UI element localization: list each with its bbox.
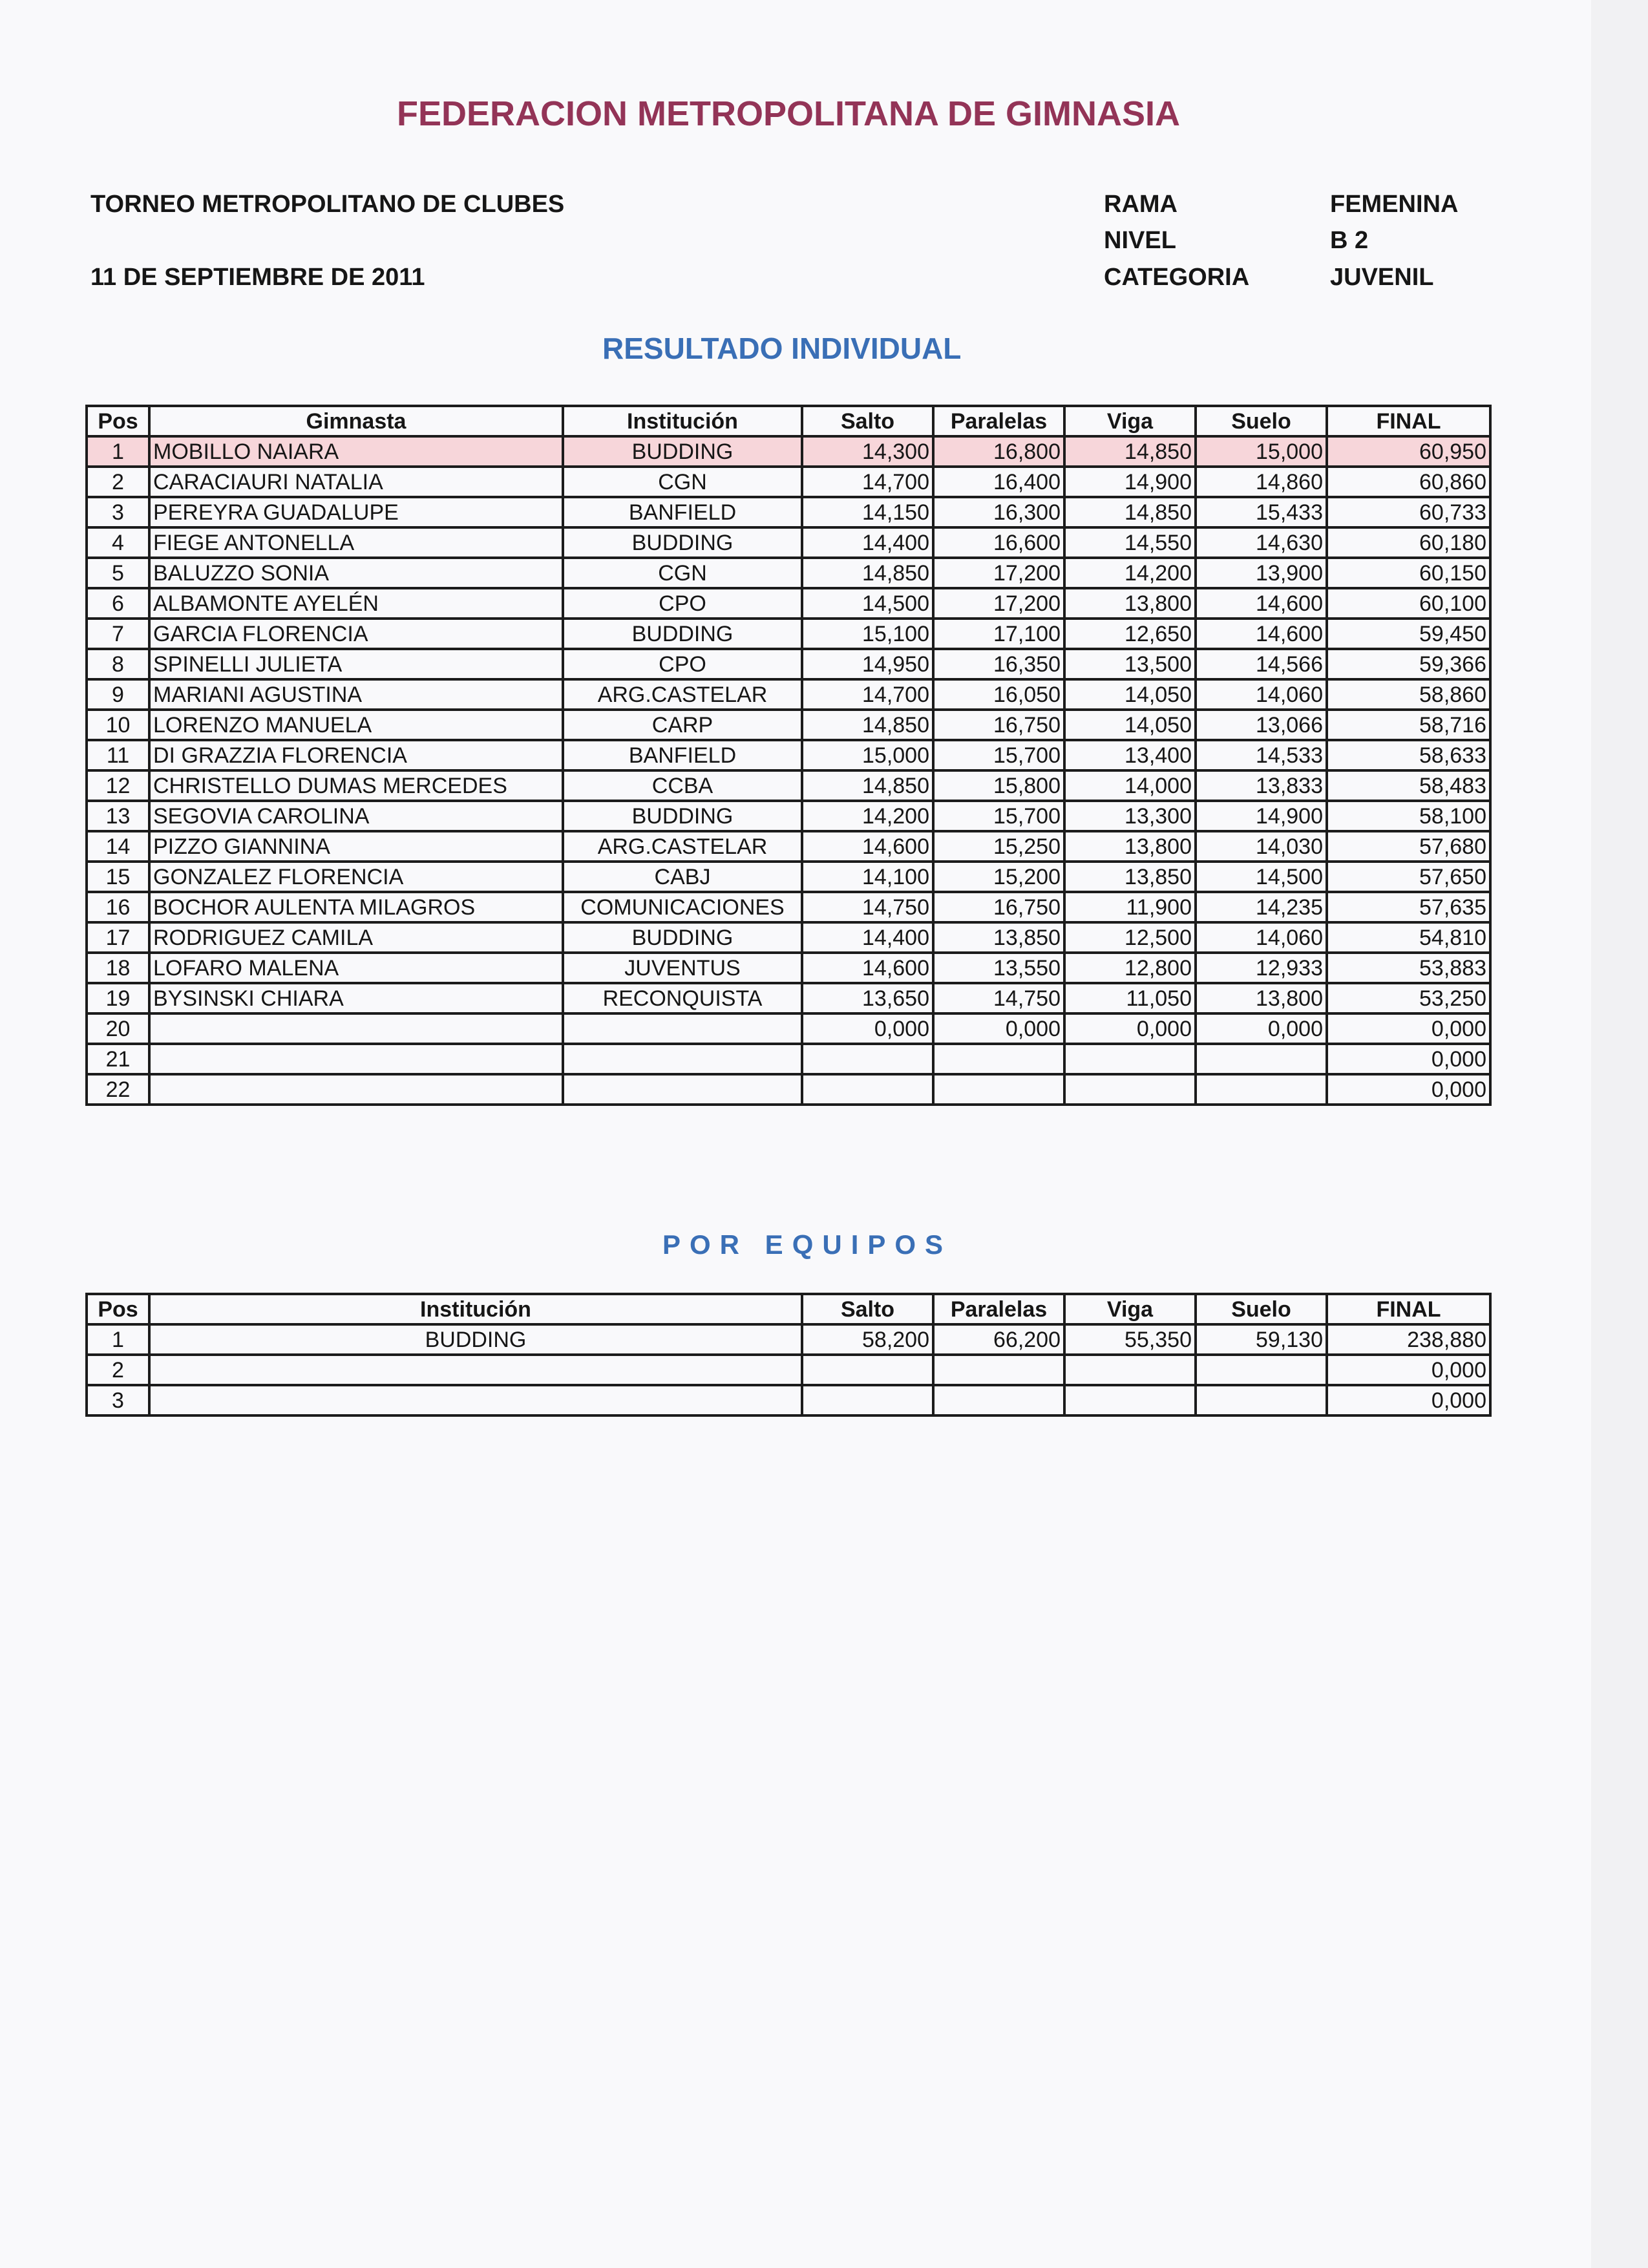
paralelas-cell: 0,000: [933, 1013, 1064, 1044]
header-suelo: Suelo: [1196, 1294, 1327, 1324]
salto-cell: 14,400: [802, 527, 933, 558]
suelo-cell: 12,933: [1196, 953, 1327, 983]
final-cell: 59,366: [1327, 649, 1490, 679]
final-cell: 0,000: [1327, 1074, 1490, 1105]
table-row: [87, 1013, 1490, 1044]
table-row: [87, 953, 1490, 983]
paralelas-cell: 17,200: [933, 588, 1064, 619]
final-cell: 0,000: [1327, 1013, 1490, 1044]
salto-cell: 14,600: [802, 831, 933, 862]
gimnasta-cell: BYSINSKI CHIARA: [149, 983, 563, 1013]
institucion-cell: [563, 1044, 802, 1074]
salto-cell: [802, 1074, 933, 1105]
salto-cell: 15,000: [802, 740, 933, 770]
viga-cell: 14,850: [1064, 436, 1196, 467]
rama-label: RAMA: [1104, 191, 1178, 218]
gimnasta-cell: CARACIAURI NATALIA: [149, 467, 563, 497]
viga-cell: 12,650: [1064, 619, 1196, 649]
salto-cell: 14,100: [802, 862, 933, 892]
institucion-cell: BANFIELD: [563, 497, 802, 527]
pos-cell: 2: [87, 467, 149, 497]
viga-cell: [1064, 1044, 1196, 1074]
table-header-row: [87, 406, 1490, 436]
paralelas-cell: 16,600: [933, 527, 1064, 558]
table-row: [87, 527, 1490, 558]
institucion-cell: CGN: [563, 467, 802, 497]
table-row: [87, 588, 1490, 619]
suelo-cell: 14,900: [1196, 801, 1327, 831]
suelo-cell: 14,566: [1196, 649, 1327, 679]
suelo-cell: [1196, 1074, 1327, 1105]
header-salto: Salto: [802, 406, 933, 436]
viga-cell: 12,800: [1064, 953, 1196, 983]
final-cell: 57,680: [1327, 831, 1490, 862]
final-cell: 60,100: [1327, 588, 1490, 619]
institucion-cell: JUVENTUS: [563, 953, 802, 983]
salto-cell: 14,200: [802, 801, 933, 831]
viga-cell: [1064, 1355, 1196, 1385]
table-row: [87, 1355, 1490, 1385]
table-row: [87, 710, 1490, 740]
final-cell: 57,650: [1327, 862, 1490, 892]
gimnasta-cell: PEREYRA GUADALUPE: [149, 497, 563, 527]
gimnasta-cell: [149, 1044, 563, 1074]
viga-cell: [1064, 1074, 1196, 1105]
institucion-cell: BANFIELD: [563, 740, 802, 770]
final-cell: 60,180: [1327, 527, 1490, 558]
viga-cell: 11,900: [1064, 892, 1196, 922]
gimnasta-cell: LOFARO MALENA: [149, 953, 563, 983]
paralelas-cell: [933, 1385, 1064, 1415]
suelo-cell: 13,900: [1196, 558, 1327, 588]
table-row: [87, 1385, 1490, 1415]
header-viga: Viga: [1064, 406, 1196, 436]
final-cell: 58,633: [1327, 740, 1490, 770]
institucion-cell: BUDDING: [149, 1324, 802, 1355]
pos-cell: 14: [87, 831, 149, 862]
viga-cell: 13,300: [1064, 801, 1196, 831]
rama-value: FEMENINA: [1330, 191, 1459, 218]
institucion-cell: ARG.CASTELAR: [563, 831, 802, 862]
header-salto: Salto: [802, 1294, 933, 1324]
table-row: [87, 1044, 1490, 1074]
gimnasta-cell: ALBAMONTE AYELÉN: [149, 588, 563, 619]
salto-cell: 14,850: [802, 558, 933, 588]
table-row: [87, 436, 1490, 467]
viga-cell: 11,050: [1064, 983, 1196, 1013]
paralelas-cell: 16,750: [933, 710, 1064, 740]
pos-cell: 5: [87, 558, 149, 588]
final-cell: 0,000: [1327, 1044, 1490, 1074]
pos-cell: 7: [87, 619, 149, 649]
final-cell: 58,483: [1327, 770, 1490, 801]
final-cell: 60,950: [1327, 436, 1490, 467]
pos-cell: 8: [87, 649, 149, 679]
paralelas-cell: 16,800: [933, 436, 1064, 467]
paralelas-cell: 16,400: [933, 467, 1064, 497]
final-cell: 60,150: [1327, 558, 1490, 588]
pos-cell: 19: [87, 983, 149, 1013]
suelo-cell: 13,833: [1196, 770, 1327, 801]
viga-cell: 13,400: [1064, 740, 1196, 770]
final-cell: 57,635: [1327, 892, 1490, 922]
gimnasta-cell: RODRIGUEZ CAMILA: [149, 922, 563, 953]
suelo-cell: 14,860: [1196, 467, 1327, 497]
final-cell: 53,883: [1327, 953, 1490, 983]
institucion-cell: [563, 1013, 802, 1044]
paralelas-cell: [933, 1044, 1064, 1074]
salto-cell: 14,850: [802, 770, 933, 801]
salto-cell: [802, 1355, 933, 1385]
nivel-label: NIVEL: [1104, 227, 1176, 254]
table-row: [87, 740, 1490, 770]
suelo-cell: 14,500: [1196, 862, 1327, 892]
table-row: [87, 831, 1490, 862]
final-cell: 58,716: [1327, 710, 1490, 740]
header-final: FINAL: [1327, 406, 1490, 436]
final-cell: 58,100: [1327, 801, 1490, 831]
gimnasta-cell: BOCHOR AULENTA MILAGROS: [149, 892, 563, 922]
viga-cell: 14,000: [1064, 770, 1196, 801]
gimnasta-cell: [149, 1013, 563, 1044]
institucion-cell: CPO: [563, 588, 802, 619]
final-cell: 53,250: [1327, 983, 1490, 1013]
header-pos: Pos: [87, 1294, 149, 1324]
suelo-cell: 14,060: [1196, 679, 1327, 710]
suelo-cell: [1196, 1355, 1327, 1385]
federation-title: FEDERACION METROPOLITANA DE GIMNASIA: [397, 94, 1180, 133]
institucion-cell: COMUNICACIONES: [563, 892, 802, 922]
paralelas-cell: 15,800: [933, 770, 1064, 801]
table-row: [87, 892, 1490, 922]
pos-cell: 2: [87, 1355, 149, 1385]
salto-cell: 14,600: [802, 953, 933, 983]
final-cell: 60,733: [1327, 497, 1490, 527]
pos-cell: 4: [87, 527, 149, 558]
paralelas-cell: 16,750: [933, 892, 1064, 922]
salto-cell: 14,700: [802, 467, 933, 497]
institucion-cell: BUDDING: [563, 922, 802, 953]
salto-cell: 58,200: [802, 1324, 933, 1355]
final-cell: 54,810: [1327, 922, 1490, 953]
final-cell: 60,860: [1327, 467, 1490, 497]
paralelas-cell: [933, 1355, 1064, 1385]
final-cell: 58,860: [1327, 679, 1490, 710]
table-row: [87, 497, 1490, 527]
salto-cell: 14,400: [802, 922, 933, 953]
table-row: [87, 1074, 1490, 1105]
pos-cell: 11: [87, 740, 149, 770]
pos-cell: 16: [87, 892, 149, 922]
viga-cell: 12,500: [1064, 922, 1196, 953]
viga-cell: 14,900: [1064, 467, 1196, 497]
suelo-cell: [1196, 1385, 1327, 1415]
table-row: [87, 467, 1490, 497]
viga-cell: 13,850: [1064, 862, 1196, 892]
pos-cell: 3: [87, 1385, 149, 1415]
salto-cell: 14,300: [802, 436, 933, 467]
suelo-cell: 14,600: [1196, 588, 1327, 619]
team-results-title: POR EQUIPOS: [662, 1229, 953, 1260]
pos-cell: 15: [87, 862, 149, 892]
paralelas-cell: 14,750: [933, 983, 1064, 1013]
pos-cell: 6: [87, 588, 149, 619]
pos-cell: 21: [87, 1044, 149, 1074]
institucion-cell: BUDDING: [563, 527, 802, 558]
page-edge: [1591, 0, 1648, 2268]
salto-cell: 14,950: [802, 649, 933, 679]
paralelas-cell: 17,200: [933, 558, 1064, 588]
categoria-label: CATEGORIA: [1104, 264, 1250, 291]
salto-cell: 13,650: [802, 983, 933, 1013]
salto-cell: [802, 1044, 933, 1074]
pos-cell: 17: [87, 922, 149, 953]
paralelas-cell: 66,200: [933, 1324, 1064, 1355]
viga-cell: 14,050: [1064, 710, 1196, 740]
institucion-cell: [149, 1385, 802, 1415]
pos-cell: 3: [87, 497, 149, 527]
gimnasta-cell: SEGOVIA CAROLINA: [149, 801, 563, 831]
viga-cell: 13,500: [1064, 649, 1196, 679]
institucion-cell: BUDDING: [563, 619, 802, 649]
pos-cell: 22: [87, 1074, 149, 1105]
institucion-cell: CCBA: [563, 770, 802, 801]
institucion-cell: BUDDING: [563, 801, 802, 831]
tournament-name: TORNEO METROPOLITANO DE CLUBES: [90, 191, 565, 218]
categoria-value: JUVENIL: [1330, 264, 1434, 291]
salto-cell: 14,150: [802, 497, 933, 527]
pos-cell: 18: [87, 953, 149, 983]
paralelas-cell: [933, 1074, 1064, 1105]
pos-cell: 13: [87, 801, 149, 831]
viga-cell: 13,800: [1064, 588, 1196, 619]
viga-cell: 55,350: [1064, 1324, 1196, 1355]
table-row: [87, 679, 1490, 710]
table-row: [87, 801, 1490, 831]
gimnasta-cell: LORENZO MANUELA: [149, 710, 563, 740]
table-header-row: [87, 1294, 1490, 1324]
suelo-cell: 13,066: [1196, 710, 1327, 740]
header-gimnasta: Gimnasta: [149, 406, 563, 436]
pos-cell: 10: [87, 710, 149, 740]
pos-cell: 9: [87, 679, 149, 710]
final-cell: 0,000: [1327, 1385, 1490, 1415]
paralelas-cell: 15,700: [933, 801, 1064, 831]
suelo-cell: 14,533: [1196, 740, 1327, 770]
suelo-cell: 15,000: [1196, 436, 1327, 467]
pos-cell: 12: [87, 770, 149, 801]
institucion-cell: [563, 1074, 802, 1105]
salto-cell: 15,100: [802, 619, 933, 649]
institucion-cell: CGN: [563, 558, 802, 588]
gimnasta-cell: GONZALEZ FLORENCIA: [149, 862, 563, 892]
suelo-cell: 14,060: [1196, 922, 1327, 953]
header-institucion: Institución: [149, 1294, 802, 1324]
institucion-cell: BUDDING: [563, 436, 802, 467]
table-row: [87, 649, 1490, 679]
table-row: [87, 1324, 1490, 1355]
gimnasta-cell: [149, 1074, 563, 1105]
paralelas-cell: 15,250: [933, 831, 1064, 862]
final-cell: 59,450: [1327, 619, 1490, 649]
gimnasta-cell: DI GRAZZIA FLORENCIA: [149, 740, 563, 770]
viga-cell: 14,050: [1064, 679, 1196, 710]
header-institucion: Institución: [563, 406, 802, 436]
institucion-cell: [149, 1355, 802, 1385]
institucion-cell: CARP: [563, 710, 802, 740]
suelo-cell: 14,235: [1196, 892, 1327, 922]
final-cell: 238,880: [1327, 1324, 1490, 1355]
header-paralelas: Paralelas: [933, 1294, 1064, 1324]
pos-cell: 20: [87, 1013, 149, 1044]
paralelas-cell: 16,050: [933, 679, 1064, 710]
institucion-cell: ARG.CASTELAR: [563, 679, 802, 710]
salto-cell: 14,700: [802, 679, 933, 710]
table-row: [87, 558, 1490, 588]
pos-cell: 1: [87, 436, 149, 467]
gimnasta-cell: FIEGE ANTONELLA: [149, 527, 563, 558]
header-viga: Viga: [1064, 1294, 1196, 1324]
paralelas-cell: 16,300: [933, 497, 1064, 527]
salto-cell: [802, 1385, 933, 1415]
institucion-cell: CPO: [563, 649, 802, 679]
salto-cell: 14,750: [802, 892, 933, 922]
suelo-cell: [1196, 1044, 1327, 1074]
header-pos: Pos: [87, 406, 149, 436]
header-final: FINAL: [1327, 1294, 1490, 1324]
suelo-cell: 0,000: [1196, 1013, 1327, 1044]
paralelas-cell: 16,350: [933, 649, 1064, 679]
viga-cell: [1064, 1385, 1196, 1415]
salto-cell: 0,000: [802, 1013, 933, 1044]
tournament-date: 11 DE SEPTIEMBRE DE 2011: [90, 264, 425, 291]
table-row: [87, 983, 1490, 1013]
header-suelo: Suelo: [1196, 406, 1327, 436]
table-row: [87, 770, 1490, 801]
table-row: [87, 922, 1490, 953]
gimnasta-cell: BALUZZO SONIA: [149, 558, 563, 588]
salto-cell: 14,500: [802, 588, 933, 619]
gimnasta-cell: MOBILLO NAIARA: [149, 436, 563, 467]
viga-cell: 0,000: [1064, 1013, 1196, 1044]
institucion-cell: CABJ: [563, 862, 802, 892]
paralelas-cell: 15,200: [933, 862, 1064, 892]
individual-results-title: RESULTADO INDIVIDUAL: [602, 332, 962, 365]
suelo-cell: 14,030: [1196, 831, 1327, 862]
gimnasta-cell: GARCIA FLORENCIA: [149, 619, 563, 649]
viga-cell: 14,850: [1064, 497, 1196, 527]
viga-cell: 14,200: [1064, 558, 1196, 588]
viga-cell: 13,800: [1064, 831, 1196, 862]
paralelas-cell: 13,850: [933, 922, 1064, 953]
paralelas-cell: 17,100: [933, 619, 1064, 649]
institucion-cell: RECONQUISTA: [563, 983, 802, 1013]
viga-cell: 14,550: [1064, 527, 1196, 558]
individual-results-table: [85, 405, 1492, 1106]
paralelas-cell: 13,550: [933, 953, 1064, 983]
gimnasta-cell: PIZZO GIANNINA: [149, 831, 563, 862]
gimnasta-cell: SPINELLI JULIETA: [149, 649, 563, 679]
final-cell: 0,000: [1327, 1355, 1490, 1385]
suelo-cell: 13,800: [1196, 983, 1327, 1013]
table-row: [87, 619, 1490, 649]
suelo-cell: 59,130: [1196, 1324, 1327, 1355]
table-row: [87, 862, 1490, 892]
gimnasta-cell: MARIANI AGUSTINA: [149, 679, 563, 710]
salto-cell: 14,850: [802, 710, 933, 740]
header-paralelas: Paralelas: [933, 406, 1064, 436]
team-results-table: [85, 1293, 1492, 1417]
nivel-value: B 2: [1330, 227, 1369, 254]
suelo-cell: 14,630: [1196, 527, 1327, 558]
suelo-cell: 15,433: [1196, 497, 1327, 527]
paralelas-cell: 15,700: [933, 740, 1064, 770]
gimnasta-cell: CHRISTELLO DUMAS MERCEDES: [149, 770, 563, 801]
pos-cell: 1: [87, 1324, 149, 1355]
suelo-cell: 14,600: [1196, 619, 1327, 649]
